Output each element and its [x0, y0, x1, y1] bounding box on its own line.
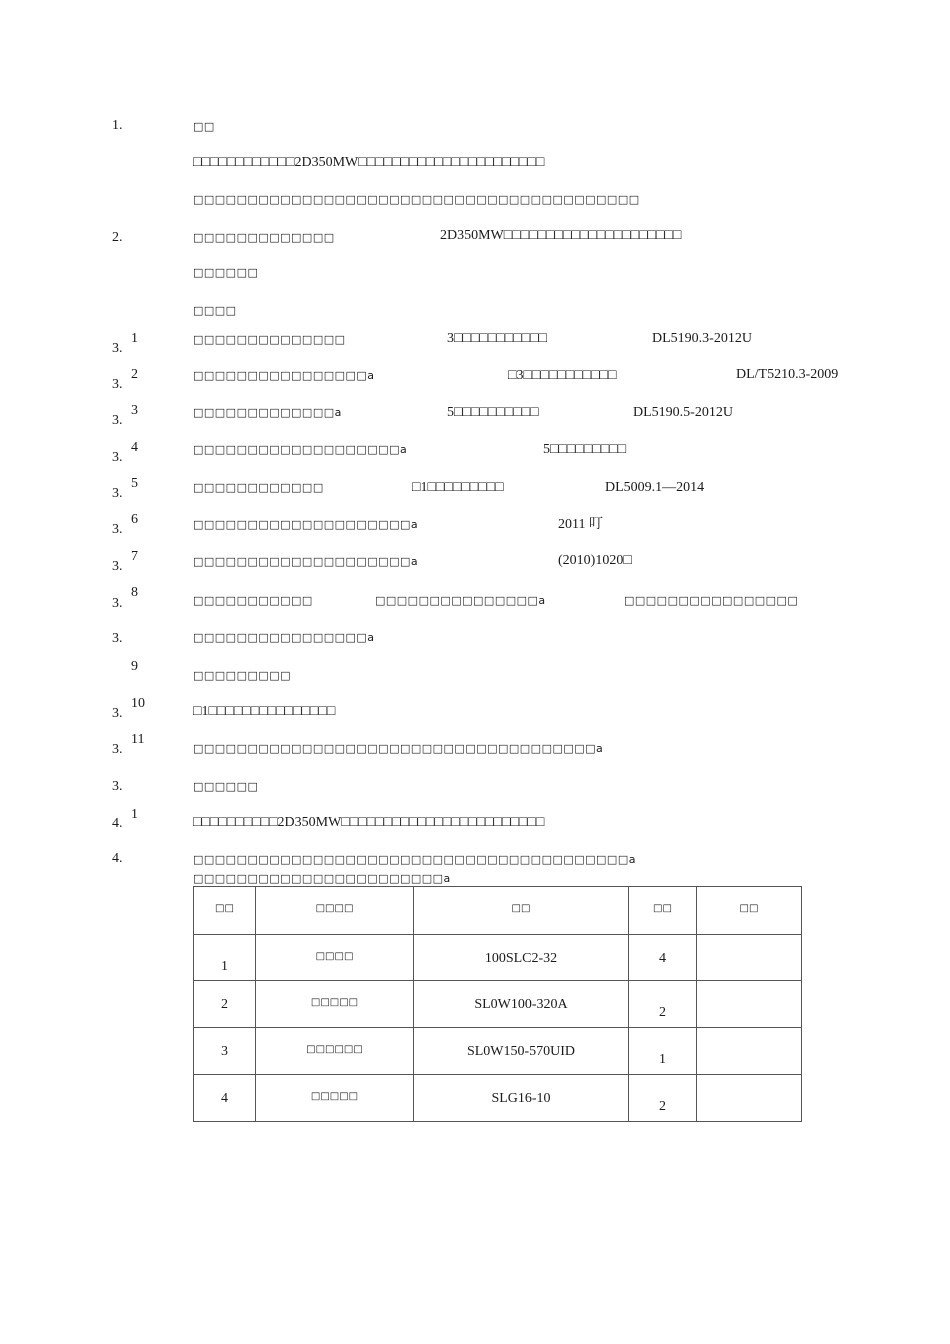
section-3-end-text: □□□□□□ — [193, 780, 259, 793]
section-2-value: 2D350MW□□□□□□□□□□□□□□□□□□□□□ — [440, 228, 682, 243]
section-1-line-1: □□□□□□□□□□□□2D350MW□□□□□□□□□□□□□□□□□□□□□□ — [193, 155, 545, 170]
item-sup: 8 — [131, 585, 138, 600]
item-code: □□□□□□□□□□□□□□□□ — [624, 594, 799, 607]
item-mid: 5□□□□□□□□□ — [543, 442, 627, 457]
item-number: 3. — [112, 377, 123, 392]
cell-note — [697, 981, 802, 1028]
item-11-number: 3. — [112, 742, 123, 757]
item-sup: 4 — [131, 440, 138, 455]
cell-model: SL0W150-570UID — [414, 1028, 629, 1075]
item-mid: □□□□□□□□□□□□□□□a — [375, 594, 546, 607]
table-row — [194, 981, 802, 1028]
item-number: 3. — [112, 596, 123, 611]
item-sup: 3 — [131, 403, 138, 418]
cell-no: 2 — [194, 981, 256, 1028]
item-10-sup: 10 — [131, 696, 145, 711]
item-mid: 5□□□□□□□□□□ — [447, 405, 539, 420]
item-name: □□□□□□□□□□□□□a — [193, 406, 342, 419]
item-code: DL/T5210.3-2009 — [736, 367, 839, 382]
cell-no: 4 — [194, 1075, 256, 1122]
item-name: □□□□□□□□□□□□□□□□□□□a — [193, 443, 408, 456]
section-4-item-2-line-2: □□□□□□□□□□□□□□□□□□□□□□□a — [193, 872, 451, 885]
item-number: 3. — [112, 486, 123, 501]
table-header-row — [194, 887, 802, 935]
item-sup: 2 — [131, 367, 138, 382]
header-note: □□ — [697, 887, 802, 935]
item-9-sup: 9 — [131, 659, 138, 674]
item-cont-text: □□□□□□□□□□□□□□□□a — [193, 631, 375, 644]
cell-qty: 4 — [629, 935, 697, 981]
header-model: □□ — [414, 887, 629, 935]
section-1-number: 1. — [112, 118, 123, 133]
cell-qty: 1 — [629, 1028, 697, 1075]
cell-note — [697, 935, 802, 981]
item-name: □□□□□□□□□□□ — [193, 594, 313, 607]
item-name: □□□□□□□□□□□□ — [193, 481, 324, 494]
equipment-table — [193, 886, 802, 1122]
section-4-item-1-number: 4. — [112, 816, 123, 831]
header-no: □□ — [194, 887, 256, 935]
item-11-text: □□□□□□□□□□□□□□□□□□□□□□□□□□□□□□□□□□□□□a — [193, 742, 604, 755]
cell-note — [697, 1028, 802, 1075]
header-qty: □□ — [629, 887, 697, 935]
header-name: □□□□ — [256, 887, 414, 935]
table-row — [194, 1075, 802, 1122]
item-number: 3. — [112, 413, 123, 428]
item-10-number: 3. — [112, 706, 123, 721]
item-11-sup: 11 — [131, 732, 145, 747]
section-4-item-2-number: 4. — [112, 851, 123, 866]
section-2-number: 2. — [112, 230, 123, 245]
item-mid: □3□□□□□□□□□□□ — [508, 368, 617, 383]
cell-no: 3 — [194, 1028, 256, 1075]
cell-name: □□□□□ — [256, 1075, 414, 1122]
cell-qty: 2 — [629, 981, 697, 1028]
item-9-text: □□□□□□□□□ — [193, 669, 292, 682]
item-number: 3. — [112, 450, 123, 465]
item-name: □□□□□□□□□□□□□□□□□□□□a — [193, 555, 419, 568]
table-row — [194, 1028, 802, 1075]
item-mid: 3□□□□□□□□□□□ — [447, 331, 548, 346]
cell-note — [697, 1075, 802, 1122]
cell-name: □□□□ — [256, 935, 414, 981]
cell-qty: 2 — [629, 1075, 697, 1122]
cell-name: □□□□□ — [256, 981, 414, 1028]
item-code: DL5190.5-2012U — [633, 405, 733, 420]
section-2-line-2: □□□□□□ — [193, 266, 259, 279]
item-mid: (2010)1020□ — [558, 553, 632, 568]
item-sup: 6 — [131, 512, 138, 527]
item-sup: 5 — [131, 476, 138, 491]
cell-name: □□□□□□ — [256, 1028, 414, 1075]
item-code: DL5009.1—2014 — [605, 480, 705, 495]
item-code: DL5190.3-2012U — [652, 331, 752, 346]
item-name: □□□□□□□□□□□□□□□□a — [193, 369, 375, 382]
section-2-label: □□□□□□□□□□□□□ — [193, 231, 335, 244]
section-4-item-1-sup: 1 — [131, 807, 138, 822]
item-10-text: □1□□□□□□□□□□□□□□□ — [193, 704, 336, 719]
item-name: □□□□□□□□□□□□□□□□□□□□a — [193, 518, 419, 531]
cell-model: 100SLC2-32 — [414, 935, 629, 981]
table-row — [194, 935, 802, 981]
item-number: 3. — [112, 522, 123, 537]
section-1-line-2: □□□□□□□□□□□□□□□□□□□□□□□□□□□□□□□□□□□□□□□□□ — [193, 193, 640, 206]
item-sup: 1 — [131, 331, 138, 346]
item-cont-number: 3. — [112, 631, 123, 646]
section-1-title: □□ — [193, 120, 215, 133]
cell-model: SLG16-10 — [414, 1075, 629, 1122]
cell-model: SL0W100-320A — [414, 981, 629, 1028]
item-number: 3. — [112, 559, 123, 574]
section-4-item-1-text: □□□□□□□□□□2D350MW□□□□□□□□□□□□□□□□□□□□□□□□ — [193, 815, 545, 830]
section-3-end-number: 3. — [112, 779, 123, 794]
section-4-item-2-line-1: □□□□□□□□□□□□□□□□□□□□□□□□□□□□□□□□□□□□□□□□a — [193, 853, 636, 866]
item-name: □□□□□□□□□□□□□□ — [193, 333, 346, 346]
cell-no: 1 — [194, 935, 256, 981]
item-mid: □1□□□□□□□□□ — [412, 480, 504, 495]
item-sup: 7 — [131, 549, 138, 564]
section-3-title: □□□□ — [193, 304, 237, 317]
item-mid: 2011 叮 — [558, 517, 603, 532]
item-number: 3. — [112, 341, 123, 356]
